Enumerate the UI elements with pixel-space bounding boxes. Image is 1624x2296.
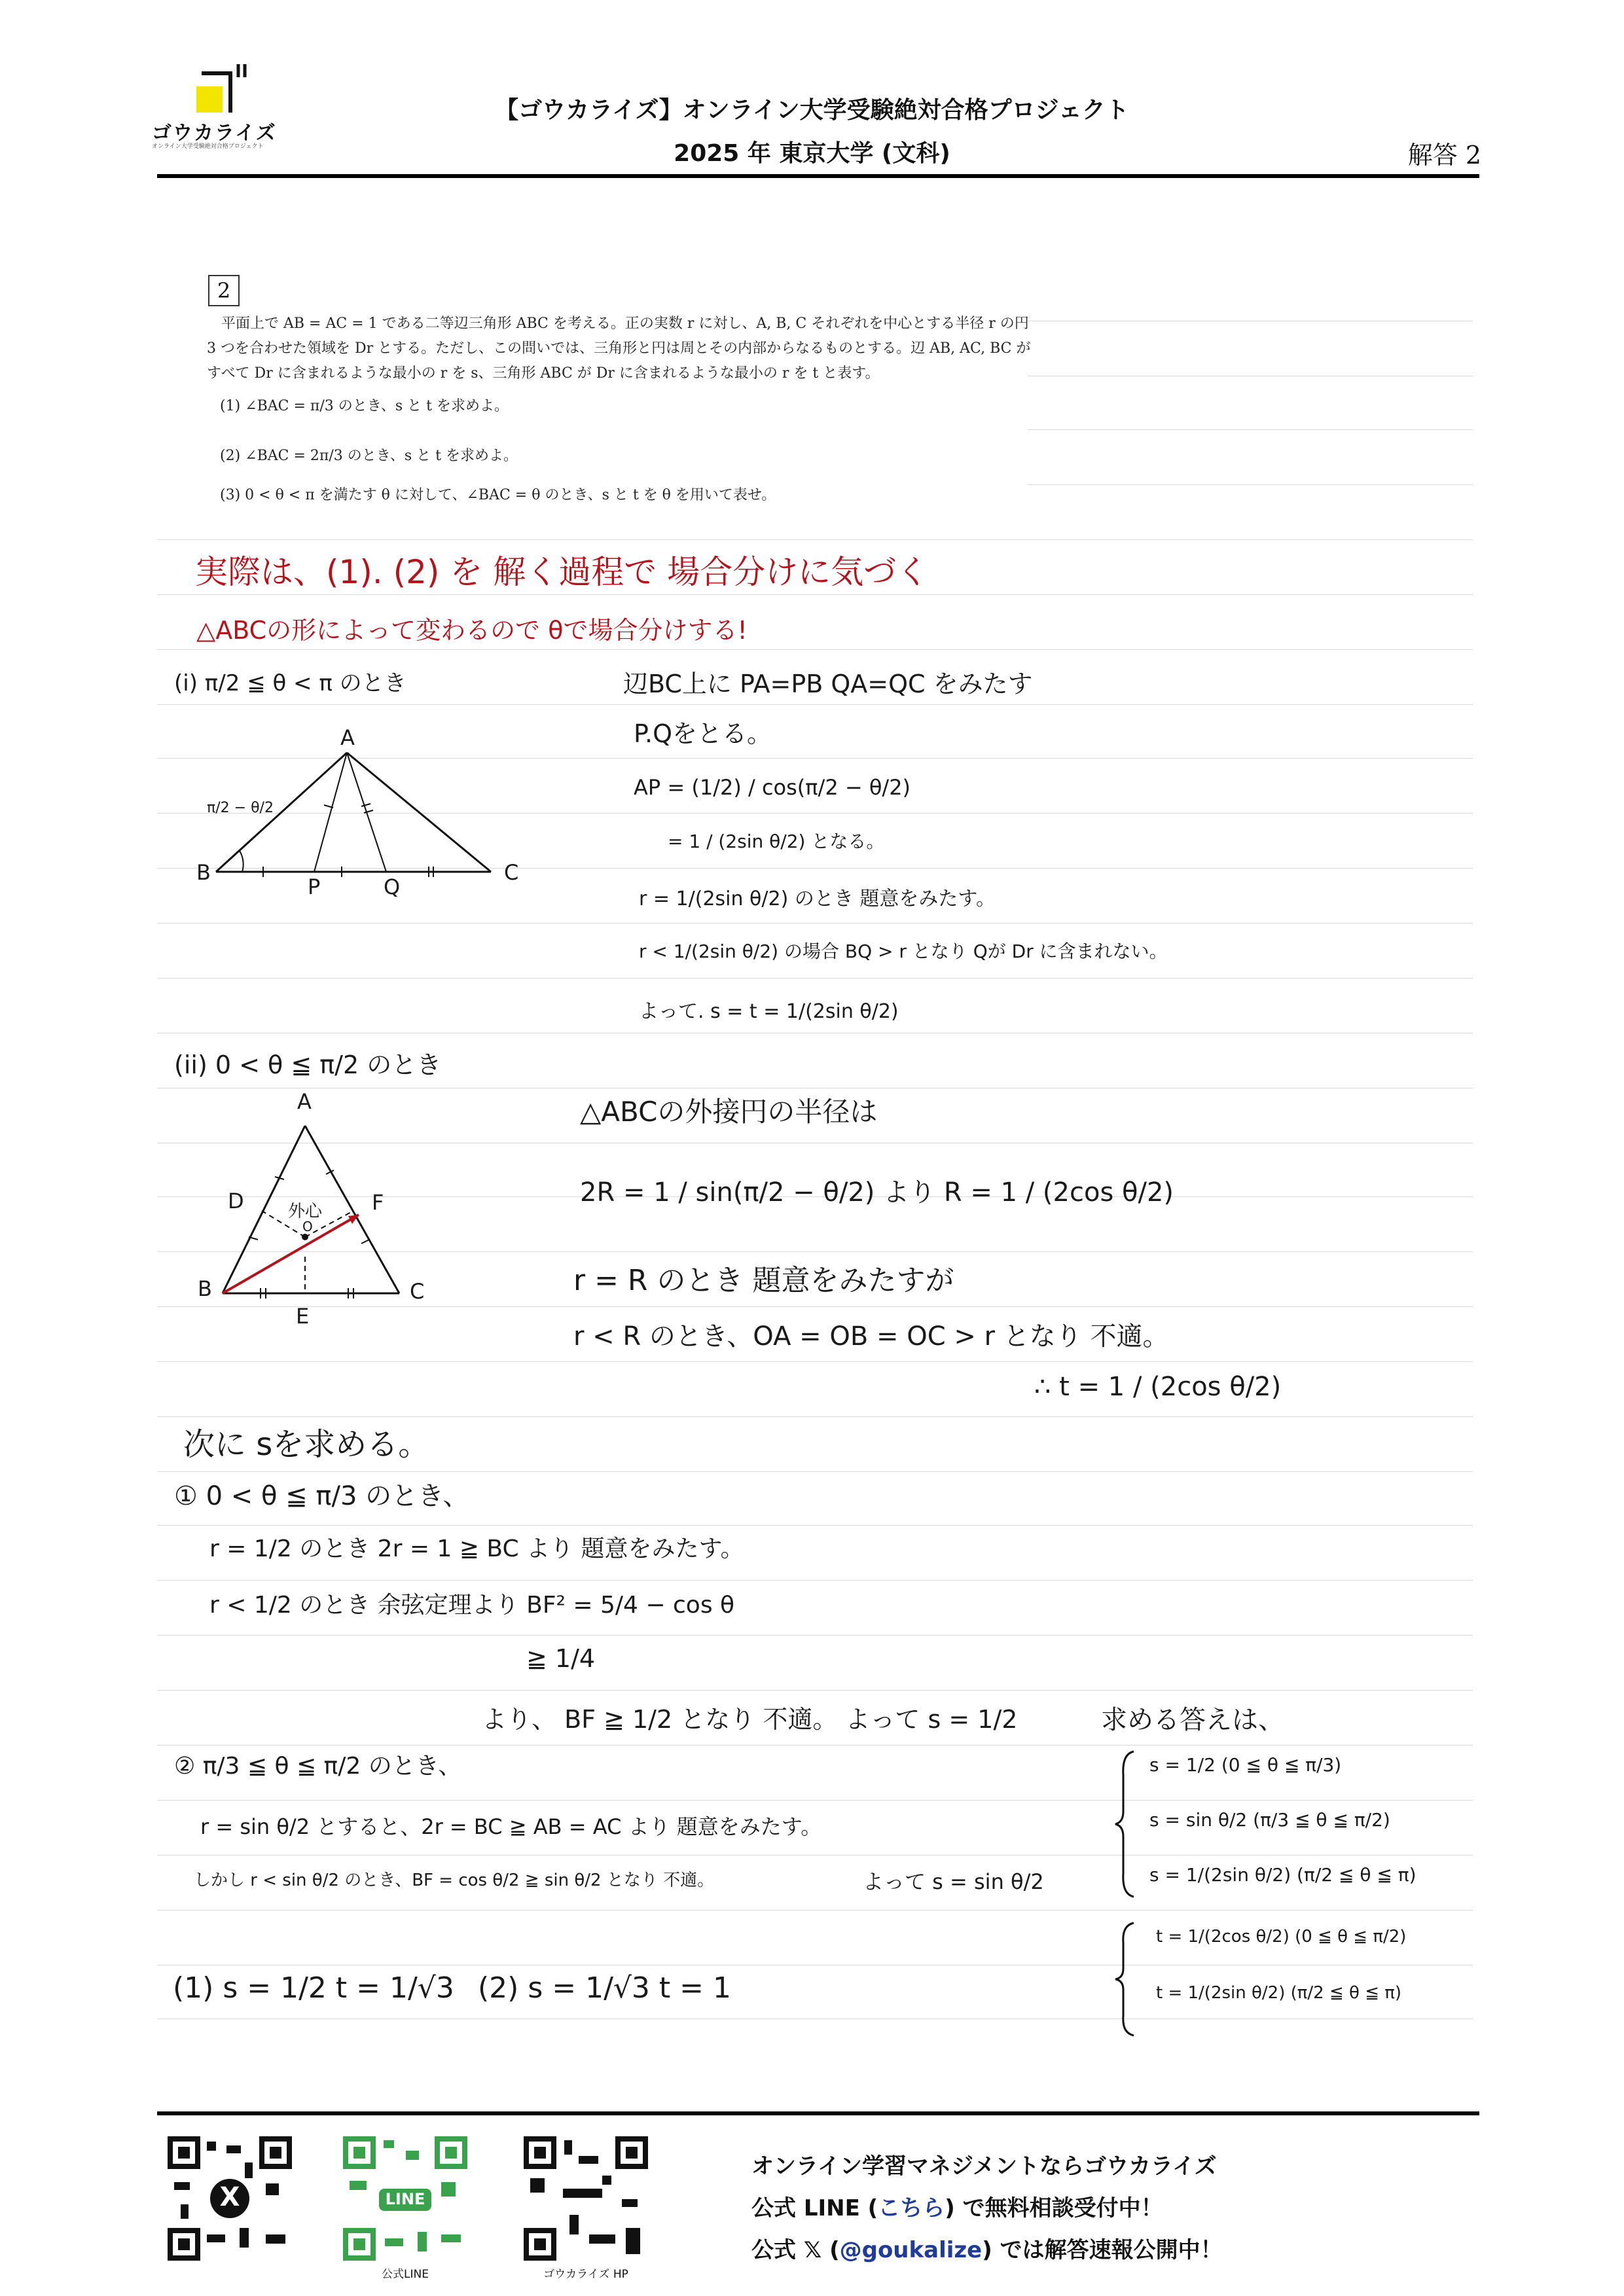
problem-text-3: すべて Dr に含まれるような最小の r を s、三角形 ABC が Dr に含まれるような最小の r を t と表す。 (207, 365, 880, 382)
tri2-label-E: E (296, 1304, 310, 1329)
case-1-line-2: r < 1/2 のとき 余弦定理より BF² = 5/4 − cos θ (209, 1592, 735, 1619)
tri2-label-C: C (410, 1279, 425, 1304)
answer-heading: 求める答えは、 (1101, 1705, 1284, 1735)
answer-s-1: s = 1/2 (0 ≦ θ ≦ π/3) (1149, 1754, 1342, 1776)
line-icon: LINE (385, 2190, 425, 2208)
case-i-line-6: r < 1/(2sin θ/2) の場合 BQ > r となり Qが Dr に含まれない。 (639, 941, 1168, 962)
problem-text-1: 平面上で AB = AC = 1 である二等辺三角形 ABC を考える。正の実数 r に対し、A, B, C それぞれを中心とする半径 r の円 (221, 315, 1029, 332)
x-icon: X (219, 2182, 240, 2212)
footer-line-3-prefix: 公式 𝕏 ( (751, 2237, 840, 2263)
case-1-heading: ① 0 < θ ≦ π/3 のとき、 (174, 1481, 469, 1511)
footer-line-3 (751, 2232, 1223, 2264)
case-ii-line-3: r = R のとき 題意をみたすが (573, 1264, 954, 1297)
tri2-label-O: O (302, 1219, 313, 1234)
tri1-label-B: B (196, 860, 211, 885)
problem-number: 2 (208, 275, 240, 306)
qr-code-homepage[interactable] (524, 2136, 648, 2261)
case-i-line-4: = 1 / (2sin θ/2) となる。 (668, 831, 885, 852)
final-answer-1: (1) s = 1/2 t = 1/√3 (173, 1971, 454, 2005)
case-ii-line-2: 2R = 1 / sin(π/2 − θ/2) より R = 1 / (2cos θ/2) (580, 1177, 1174, 1208)
qr-caption-line: 公式LINE (382, 2268, 429, 2281)
x-account-link[interactable]: @goukalize (839, 2237, 983, 2263)
note-red-1: 実際は、(1). (2) を 解く過程で 場合分けに気づく (195, 553, 929, 591)
footer-line-2-suffix: ) で無料相談受付中！ (945, 2195, 1163, 2221)
qr-caption-homepage: ゴウカライズ HP (543, 2268, 628, 2281)
answer-s-2: s = sin θ/2 (π/3 ≦ θ ≦ π/2) (1149, 1809, 1390, 1831)
case-i-line-5: r = 1/(2sin θ/2) のとき 題意をみたす。 (639, 888, 996, 910)
answer-s-3: s = 1/(2sin θ/2) (π/2 ≦ θ ≦ π) (1149, 1864, 1416, 1886)
case-2-line-3: よって s = sin θ/2 (863, 1869, 1044, 1894)
case-1-line-1: r = 1/2 のとき 2r = 1 ≧ BC より 題意をみたす。 (209, 1535, 744, 1562)
footer-rule (157, 2111, 1479, 2115)
question-2: (2) ∠BAC = 2π/3 のとき、s と t を求めよ。 (220, 448, 518, 464)
case-ii-line-1: △ABCの外接円の半径は (580, 1096, 878, 1128)
case-i-line-7: よって. s = t = 1/(2sin θ/2) (639, 1000, 899, 1023)
case-i-line-2: P.Qをとる。 (634, 719, 772, 748)
tri1-label-Q: Q (384, 874, 401, 899)
final-answer-2: (2) s = 1/√3 t = 1 (478, 1971, 731, 2005)
tri1-label-P: P (308, 874, 321, 899)
logo-subtitle: オンライン大学受験絶対合格プロジェクト (152, 143, 264, 150)
tri2-label-F: F (372, 1190, 384, 1215)
line-link[interactable]: こちら (878, 2195, 945, 2221)
footer-line-3-suffix: ) では解答速報公開中！ (982, 2237, 1223, 2263)
tri1-label-C: C (504, 860, 519, 885)
footer-line-2-prefix: 公式 LINE ( (751, 2195, 878, 2221)
answer-label: 解答 2 (1407, 141, 1481, 170)
header-rule (157, 174, 1479, 178)
case-i-line-3: AP = (1/2) / cos(π/2 − θ/2) (634, 775, 911, 800)
case-i-line-1: 辺BC上に PA=PB QA=QC をみたす (623, 670, 1033, 698)
case-2-line-2: しかし r < sin θ/2 のとき、BF = cos θ/2 ≧ sin θ/2 となり 不適。 (194, 1871, 715, 1890)
tri2-label-A: A (297, 1089, 312, 1114)
tri2-label-B: B (198, 1276, 212, 1301)
tri2-label-D: D (228, 1189, 244, 1213)
note-red-2: △ABCの形によって変わるので θで場合分けする! (196, 616, 748, 645)
logo-text: ゴウカライズ (152, 122, 277, 145)
case-2-line-1: r = sin θ/2 とすると、2r = BC ≧ AB = AC より 題意をみたす。 (200, 1814, 822, 1839)
problem-text-2: 3 つを合わせた領域を Dr とする。ただし、この問いでは、三角形と円は周とその内部からなるものとする。辺 AB, AC, BC が (207, 340, 1031, 357)
tri1-label-A: A (340, 725, 355, 750)
question-3: (3) 0 < θ < π を満たす θ に対して、∠BAC = θ のとき、s と t を θ を用いて表せ。 (220, 487, 776, 503)
footer-line-2 (751, 2190, 1163, 2222)
page-subtitle: 2025 年 東京大学 (文科) (674, 140, 950, 167)
case-1-line-4: より、 BF ≧ 1/2 となり 不適。 よって s = 1/2 (482, 1705, 1018, 1734)
footer-line-1: オンライン学習マネジメントならゴウカライズ (751, 2153, 1217, 2179)
answer-brace-t (1113, 1920, 1139, 2038)
tri2-circumcenter-label: 外心 (288, 1202, 323, 1221)
case-i-heading: (i) π/2 ≦ θ < π のとき (174, 670, 406, 696)
triangle-diagram-1 (190, 726, 543, 916)
case-ii-line-5: ∴ t = 1 / (2cos θ/2) (1034, 1372, 1282, 1402)
page-title: 【ゴウカライズ】オンライン大学受験絶対合格プロジェクト (495, 97, 1129, 124)
answer-t-1: t = 1/(2cos θ/2) (0 ≦ θ ≦ π/2) (1156, 1927, 1407, 1946)
question-1: (1) ∠BAC = π/3 のとき、s と t を求めよ。 (220, 398, 509, 414)
case-2-heading: ② π/3 ≦ θ ≦ π/2 のとき、 (174, 1753, 462, 1780)
case-1-line-3: ≧ 1/4 (526, 1644, 596, 1673)
answer-t-2: t = 1/(2sin θ/2) (π/2 ≦ θ ≦ π) (1156, 1983, 1402, 2003)
tri1-angle-label: π/2 − θ/2 (207, 800, 274, 816)
case-ii-heading: (ii) 0 < θ ≦ π/2 のとき (174, 1050, 442, 1079)
s-intro: 次に sを求める。 (183, 1426, 430, 1463)
answer-brace-s (1113, 1749, 1139, 1899)
case-ii-line-4: r < R のとき、OA = OB = OC > r となり 不適。 (573, 1321, 1169, 1352)
